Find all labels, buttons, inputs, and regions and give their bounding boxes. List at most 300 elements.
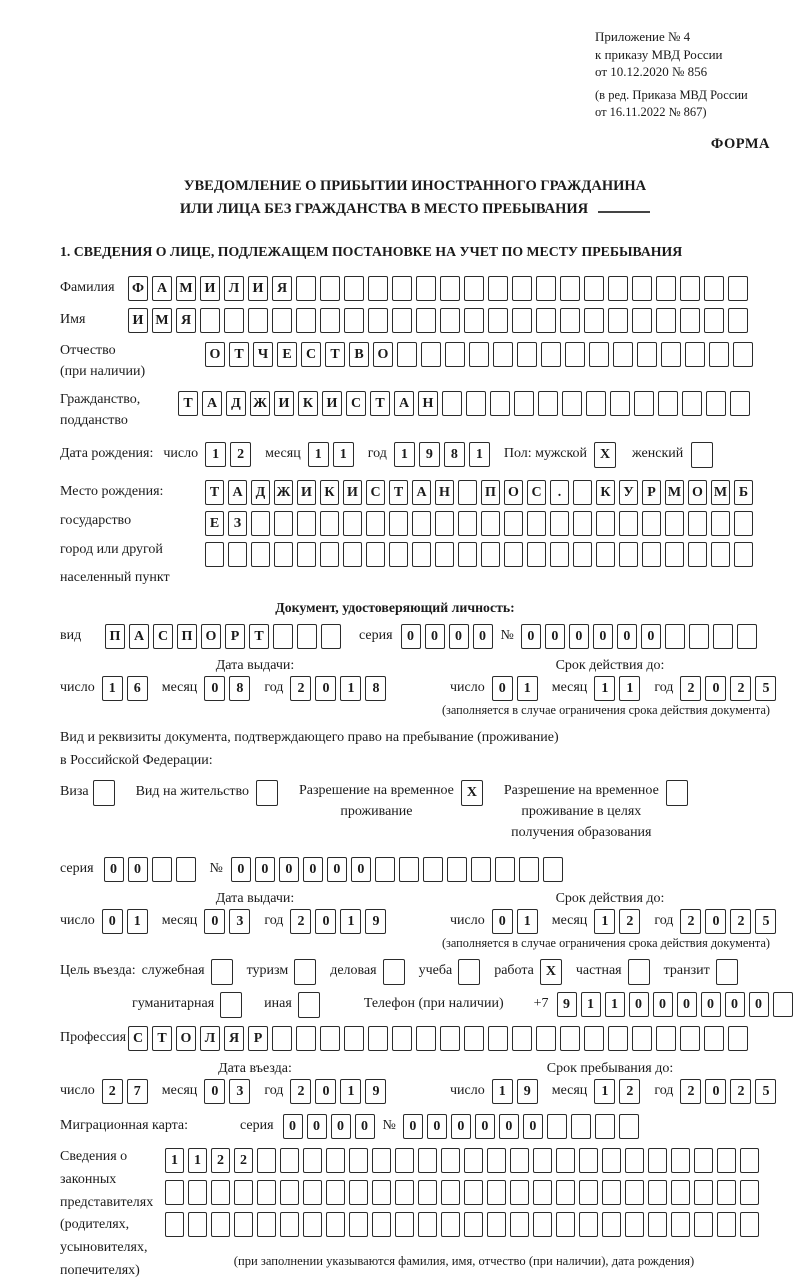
surname-cells[interactable] [128, 276, 752, 301]
char-cell[interactable]: 2 [102, 1079, 123, 1104]
char-cell[interactable]: 1 [127, 909, 148, 934]
char-cell[interactable] [234, 1180, 253, 1205]
char-cell[interactable] [296, 308, 316, 333]
birth-date-cells[interactable] [153, 442, 493, 467]
char-cell[interactable] [584, 1026, 604, 1051]
purpose-other-checkbox[interactable] [298, 992, 320, 1018]
char-cell[interactable] [344, 276, 364, 301]
char-cell[interactable]: 1 [333, 442, 354, 467]
char-cell[interactable] [573, 511, 592, 536]
char-cell[interactable]: 1 [492, 1079, 513, 1104]
char-cell[interactable] [440, 308, 460, 333]
char-cell[interactable]: 0 [128, 857, 148, 882]
char-cell[interactable]: Я [224, 1026, 244, 1051]
char-cell[interactable]: 2 [730, 1079, 751, 1104]
char-cell[interactable] [418, 1148, 437, 1173]
profession-cells[interactable] [128, 1026, 752, 1051]
birth-place-cells-row1[interactable] [205, 480, 757, 505]
char-cell[interactable] [608, 1026, 628, 1051]
char-cell[interactable]: 3 [229, 1079, 250, 1104]
char-cell[interactable]: 0 [315, 1079, 336, 1104]
char-cell[interactable] [296, 1026, 316, 1051]
char-cell[interactable] [493, 342, 513, 367]
char-cell[interactable]: 0 [425, 624, 445, 649]
char-cell[interactable]: Т [229, 342, 249, 367]
char-cell[interactable] [740, 1180, 759, 1205]
char-cell[interactable]: К [320, 480, 339, 505]
char-cell[interactable]: О [688, 480, 707, 505]
residence-issue-date-cells[interactable] [60, 909, 450, 934]
char-cell[interactable] [458, 542, 477, 567]
char-cell[interactable]: 0 [427, 1114, 447, 1139]
char-cell[interactable] [368, 308, 388, 333]
char-cell[interactable] [680, 276, 700, 301]
char-cell[interactable]: 0 [569, 624, 589, 649]
char-cell[interactable] [435, 511, 454, 536]
char-cell[interactable] [619, 542, 638, 567]
char-cell[interactable] [573, 542, 592, 567]
char-cell[interactable] [733, 342, 753, 367]
char-cell[interactable]: 0 [701, 992, 721, 1017]
char-cell[interactable] [412, 542, 431, 567]
char-cell[interactable]: Р [225, 624, 245, 649]
char-cell[interactable] [320, 276, 340, 301]
char-cell[interactable]: 0 [315, 909, 336, 934]
char-cell[interactable] [320, 308, 340, 333]
char-cell[interactable]: 6 [127, 676, 148, 701]
char-cell[interactable] [344, 308, 364, 333]
char-cell[interactable]: Т [389, 480, 408, 505]
char-cell[interactable] [205, 542, 224, 567]
char-cell[interactable]: И [297, 480, 316, 505]
char-cell[interactable] [464, 1148, 483, 1173]
char-cell[interactable]: 3 [229, 909, 250, 934]
char-cell[interactable] [372, 1212, 391, 1237]
purpose-business-checkbox[interactable] [383, 959, 405, 985]
char-cell[interactable] [395, 1180, 414, 1205]
char-cell[interactable] [665, 511, 684, 536]
char-cell[interactable] [510, 1180, 529, 1205]
char-cell[interactable] [395, 1148, 414, 1173]
char-cell[interactable]: 1 [469, 442, 490, 467]
char-cell[interactable] [297, 542, 316, 567]
purpose-study-checkbox[interactable] [458, 959, 480, 985]
char-cell[interactable]: 0 [475, 1114, 495, 1139]
char-cell[interactable] [469, 342, 489, 367]
char-cell[interactable]: 0 [351, 857, 371, 882]
char-cell[interactable] [728, 308, 748, 333]
char-cell[interactable]: М [152, 308, 172, 333]
char-cell[interactable] [541, 342, 561, 367]
char-cell[interactable] [326, 1212, 345, 1237]
char-cell[interactable] [399, 857, 419, 882]
char-cell[interactable]: 5 [755, 1079, 776, 1104]
char-cell[interactable]: 9 [365, 909, 386, 934]
char-cell[interactable] [297, 624, 317, 649]
char-cell[interactable] [536, 308, 556, 333]
char-cell[interactable]: Ж [274, 480, 293, 505]
char-cell[interactable] [694, 1212, 713, 1237]
char-cell[interactable] [579, 1212, 598, 1237]
char-cell[interactable] [730, 391, 750, 416]
char-cell[interactable]: 0 [653, 992, 673, 1017]
char-cell[interactable]: Д [226, 391, 246, 416]
char-cell[interactable] [165, 1212, 184, 1237]
char-cell[interactable]: А [412, 480, 431, 505]
patronymic-cells[interactable] [205, 342, 757, 367]
char-cell[interactable] [188, 1212, 207, 1237]
char-cell[interactable] [671, 1148, 690, 1173]
char-cell[interactable] [251, 511, 270, 536]
char-cell[interactable] [533, 1180, 552, 1205]
char-cell[interactable] [280, 1148, 299, 1173]
char-cell[interactable] [188, 1180, 207, 1205]
char-cell[interactable]: О [176, 1026, 196, 1051]
char-cell[interactable] [613, 342, 633, 367]
char-cell[interactable] [418, 1180, 437, 1205]
char-cell[interactable] [349, 1212, 368, 1237]
char-cell[interactable] [200, 308, 220, 333]
char-cell[interactable] [550, 511, 569, 536]
char-cell[interactable] [671, 1212, 690, 1237]
char-cell[interactable] [602, 1180, 621, 1205]
char-cell[interactable] [366, 542, 385, 567]
char-cell[interactable]: 7 [127, 1079, 148, 1104]
char-cell[interactable]: 0 [725, 992, 745, 1017]
char-cell[interactable]: И [128, 308, 148, 333]
char-cell[interactable]: Т [178, 391, 198, 416]
char-cell[interactable]: О [201, 624, 221, 649]
char-cell[interactable] [717, 1180, 736, 1205]
char-cell[interactable]: 0 [593, 624, 613, 649]
char-cell[interactable] [257, 1148, 276, 1173]
char-cell[interactable]: А [152, 276, 172, 301]
identity-expiry-date-cells[interactable] [450, 676, 780, 701]
char-cell[interactable] [389, 511, 408, 536]
temp-residence-checkbox[interactable]: X [461, 780, 483, 806]
char-cell[interactable] [466, 391, 486, 416]
char-cell[interactable] [303, 1180, 322, 1205]
char-cell[interactable]: 2 [290, 1079, 311, 1104]
char-cell[interactable]: Я [272, 276, 292, 301]
char-cell[interactable] [734, 511, 753, 536]
char-cell[interactable] [560, 308, 580, 333]
char-cell[interactable]: 2 [234, 1148, 253, 1173]
char-cell[interactable]: 9 [365, 1079, 386, 1104]
char-cell[interactable]: Ф [128, 276, 148, 301]
char-cell[interactable] [395, 1212, 414, 1237]
char-cell[interactable]: П [481, 480, 500, 505]
char-cell[interactable]: Т [325, 342, 345, 367]
char-cell[interactable] [464, 308, 484, 333]
char-cell[interactable]: О [205, 342, 225, 367]
char-cell[interactable]: 0 [307, 1114, 327, 1139]
char-cell[interactable] [510, 1212, 529, 1237]
char-cell[interactable]: Т [152, 1026, 172, 1051]
char-cell[interactable] [257, 1212, 276, 1237]
char-cell[interactable] [464, 1180, 483, 1205]
char-cell[interactable] [421, 342, 441, 367]
char-cell[interactable] [326, 1180, 345, 1205]
char-cell[interactable] [711, 542, 730, 567]
char-cell[interactable]: Ж [250, 391, 270, 416]
char-cell[interactable] [392, 276, 412, 301]
char-cell[interactable] [527, 542, 546, 567]
char-cell[interactable] [619, 1114, 639, 1139]
char-cell[interactable]: 8 [365, 676, 386, 701]
char-cell[interactable] [423, 857, 443, 882]
representatives-cells-row2[interactable] [165, 1180, 763, 1205]
char-cell[interactable]: З [228, 511, 247, 536]
purpose-transit-checkbox[interactable] [716, 959, 738, 985]
char-cell[interactable]: Б [734, 480, 753, 505]
char-cell[interactable] [257, 1180, 276, 1205]
char-cell[interactable] [441, 1212, 460, 1237]
sex-female-checkbox[interactable] [691, 442, 713, 468]
char-cell[interactable]: 0 [283, 1114, 303, 1139]
migration-card-series-cells[interactable] [283, 1114, 379, 1139]
char-cell[interactable] [717, 1148, 736, 1173]
char-cell[interactable] [272, 308, 292, 333]
char-cell[interactable] [274, 511, 293, 536]
char-cell[interactable] [458, 511, 477, 536]
char-cell[interactable]: 9 [557, 992, 577, 1017]
char-cell[interactable] [704, 276, 724, 301]
char-cell[interactable]: 2 [211, 1148, 230, 1173]
char-cell[interactable] [435, 542, 454, 567]
char-cell[interactable]: К [596, 480, 615, 505]
char-cell[interactable] [648, 1180, 667, 1205]
char-cell[interactable] [560, 276, 580, 301]
char-cell[interactable]: 0 [204, 909, 225, 934]
identity-doc-number-cells[interactable] [521, 624, 761, 649]
char-cell[interactable] [280, 1180, 299, 1205]
char-cell[interactable]: Л [200, 1026, 220, 1051]
char-cell[interactable]: 0 [204, 676, 225, 701]
char-cell[interactable] [527, 511, 546, 536]
char-cell[interactable]: 0 [403, 1114, 423, 1139]
char-cell[interactable] [349, 1148, 368, 1173]
char-cell[interactable] [440, 1026, 460, 1051]
char-cell[interactable] [547, 1114, 567, 1139]
char-cell[interactable] [682, 391, 702, 416]
char-cell[interactable] [642, 542, 661, 567]
char-cell[interactable]: Р [248, 1026, 268, 1051]
residence-expiry-date-cells[interactable] [450, 909, 780, 934]
char-cell[interactable]: 1 [517, 909, 538, 934]
char-cell[interactable] [447, 857, 467, 882]
identity-issue-date-cells[interactable] [60, 676, 450, 701]
entry-date-cells[interactable] [60, 1079, 450, 1104]
char-cell[interactable] [488, 308, 508, 333]
char-cell[interactable] [440, 276, 460, 301]
char-cell[interactable]: Д [251, 480, 270, 505]
char-cell[interactable]: 5 [755, 909, 776, 934]
char-cell[interactable] [556, 1212, 575, 1237]
char-cell[interactable] [556, 1180, 575, 1205]
char-cell[interactable] [514, 391, 534, 416]
char-cell[interactable] [737, 624, 757, 649]
char-cell[interactable] [665, 542, 684, 567]
char-cell[interactable] [571, 1114, 591, 1139]
char-cell[interactable] [224, 308, 244, 333]
char-cell[interactable] [634, 391, 654, 416]
char-cell[interactable]: С [366, 480, 385, 505]
char-cell[interactable] [471, 857, 491, 882]
char-cell[interactable] [458, 480, 477, 505]
char-cell[interactable] [704, 1026, 724, 1051]
char-cell[interactable]: 0 [473, 624, 493, 649]
char-cell[interactable] [495, 857, 515, 882]
char-cell[interactable] [533, 1148, 552, 1173]
char-cell[interactable]: Я [176, 308, 196, 333]
char-cell[interactable] [740, 1212, 759, 1237]
char-cell[interactable]: 0 [102, 909, 123, 934]
char-cell[interactable]: 2 [290, 676, 311, 701]
char-cell[interactable] [372, 1180, 391, 1205]
char-cell[interactable] [648, 1212, 667, 1237]
residence-permit-checkbox[interactable] [256, 780, 278, 806]
char-cell[interactable]: А [202, 391, 222, 416]
char-cell[interactable]: 1 [594, 1079, 615, 1104]
char-cell[interactable] [734, 542, 753, 567]
char-cell[interactable] [637, 342, 657, 367]
char-cell[interactable] [165, 1180, 184, 1205]
char-cell[interactable]: 0 [523, 1114, 543, 1139]
char-cell[interactable] [441, 1148, 460, 1173]
char-cell[interactable] [368, 1026, 388, 1051]
char-cell[interactable]: С [301, 342, 321, 367]
char-cell[interactable]: Н [435, 480, 454, 505]
char-cell[interactable] [648, 1148, 667, 1173]
char-cell[interactable]: П [177, 624, 197, 649]
char-cell[interactable]: П [105, 624, 125, 649]
char-cell[interactable]: 2 [730, 676, 751, 701]
char-cell[interactable] [397, 342, 417, 367]
char-cell[interactable] [596, 542, 615, 567]
char-cell[interactable]: И [248, 276, 268, 301]
representatives-cells-row1[interactable] [165, 1148, 763, 1173]
char-cell[interactable] [248, 308, 268, 333]
char-cell[interactable] [688, 511, 707, 536]
char-cell[interactable]: И [343, 480, 362, 505]
char-cell[interactable]: 9 [419, 442, 440, 467]
temp-residence-education-checkbox[interactable] [666, 780, 688, 806]
char-cell[interactable] [602, 1148, 621, 1173]
char-cell[interactable] [656, 276, 676, 301]
char-cell[interactable]: 0 [705, 676, 726, 701]
char-cell[interactable] [392, 308, 412, 333]
char-cell[interactable]: 2 [730, 909, 751, 934]
char-cell[interactable] [490, 391, 510, 416]
char-cell[interactable]: 1 [605, 992, 625, 1017]
purpose-official-checkbox[interactable] [211, 959, 233, 985]
char-cell[interactable]: М [176, 276, 196, 301]
char-cell[interactable]: Е [277, 342, 297, 367]
char-cell[interactable] [656, 308, 676, 333]
char-cell[interactable]: О [373, 342, 393, 367]
char-cell[interactable] [625, 1148, 644, 1173]
name-cells[interactable] [128, 308, 752, 333]
char-cell[interactable]: И [322, 391, 342, 416]
char-cell[interactable]: 1 [340, 909, 361, 934]
char-cell[interactable]: 0 [331, 1114, 351, 1139]
citizenship-cells[interactable] [178, 391, 754, 416]
char-cell[interactable] [320, 1026, 340, 1051]
char-cell[interactable]: 0 [629, 992, 649, 1017]
char-cell[interactable]: 1 [619, 676, 640, 701]
char-cell[interactable]: С [128, 1026, 148, 1051]
char-cell[interactable]: 0 [705, 909, 726, 934]
char-cell[interactable] [442, 391, 462, 416]
char-cell[interactable]: 0 [449, 624, 469, 649]
char-cell[interactable] [504, 542, 523, 567]
char-cell[interactable] [706, 391, 726, 416]
char-cell[interactable] [512, 308, 532, 333]
char-cell[interactable] [556, 1148, 575, 1173]
char-cell[interactable] [579, 1148, 598, 1173]
char-cell[interactable] [418, 1212, 437, 1237]
char-cell[interactable]: 2 [619, 1079, 640, 1104]
char-cell[interactable] [538, 391, 558, 416]
char-cell[interactable] [619, 511, 638, 536]
char-cell[interactable] [773, 992, 793, 1017]
char-cell[interactable]: 1 [340, 676, 361, 701]
char-cell[interactable]: 8 [229, 676, 250, 701]
char-cell[interactable] [632, 308, 652, 333]
char-cell[interactable] [610, 391, 630, 416]
char-cell[interactable]: 0 [231, 857, 251, 882]
char-cell[interactable] [366, 511, 385, 536]
char-cell[interactable] [658, 391, 678, 416]
char-cell[interactable] [464, 276, 484, 301]
char-cell[interactable] [343, 511, 362, 536]
char-cell[interactable]: 0 [499, 1114, 519, 1139]
char-cell[interactable]: 5 [755, 676, 776, 701]
char-cell[interactable] [694, 1148, 713, 1173]
char-cell[interactable] [596, 511, 615, 536]
identity-doc-series-cells[interactable] [401, 624, 497, 649]
char-cell[interactable] [368, 276, 388, 301]
char-cell[interactable] [303, 1212, 322, 1237]
char-cell[interactable] [550, 542, 569, 567]
char-cell[interactable]: 0 [327, 857, 347, 882]
char-cell[interactable] [642, 511, 661, 536]
char-cell[interactable] [349, 1180, 368, 1205]
char-cell[interactable] [416, 276, 436, 301]
char-cell[interactable] [685, 342, 705, 367]
char-cell[interactable] [632, 276, 652, 301]
char-cell[interactable] [665, 624, 685, 649]
char-cell[interactable] [320, 542, 339, 567]
char-cell[interactable]: 1 [340, 1079, 361, 1104]
char-cell[interactable] [296, 276, 316, 301]
char-cell[interactable] [211, 1212, 230, 1237]
char-cell[interactable]: 0 [492, 909, 513, 934]
char-cell[interactable]: 2 [680, 1079, 701, 1104]
char-cell[interactable]: В [349, 342, 369, 367]
char-cell[interactable]: А [228, 480, 247, 505]
char-cell[interactable] [488, 1026, 508, 1051]
char-cell[interactable] [728, 276, 748, 301]
char-cell[interactable]: 0 [617, 624, 637, 649]
char-cell[interactable] [274, 542, 293, 567]
char-cell[interactable] [608, 276, 628, 301]
purpose-tourism-checkbox[interactable] [294, 959, 316, 985]
char-cell[interactable]: 1 [188, 1148, 207, 1173]
char-cell[interactable] [273, 624, 293, 649]
char-cell[interactable]: 0 [641, 624, 661, 649]
